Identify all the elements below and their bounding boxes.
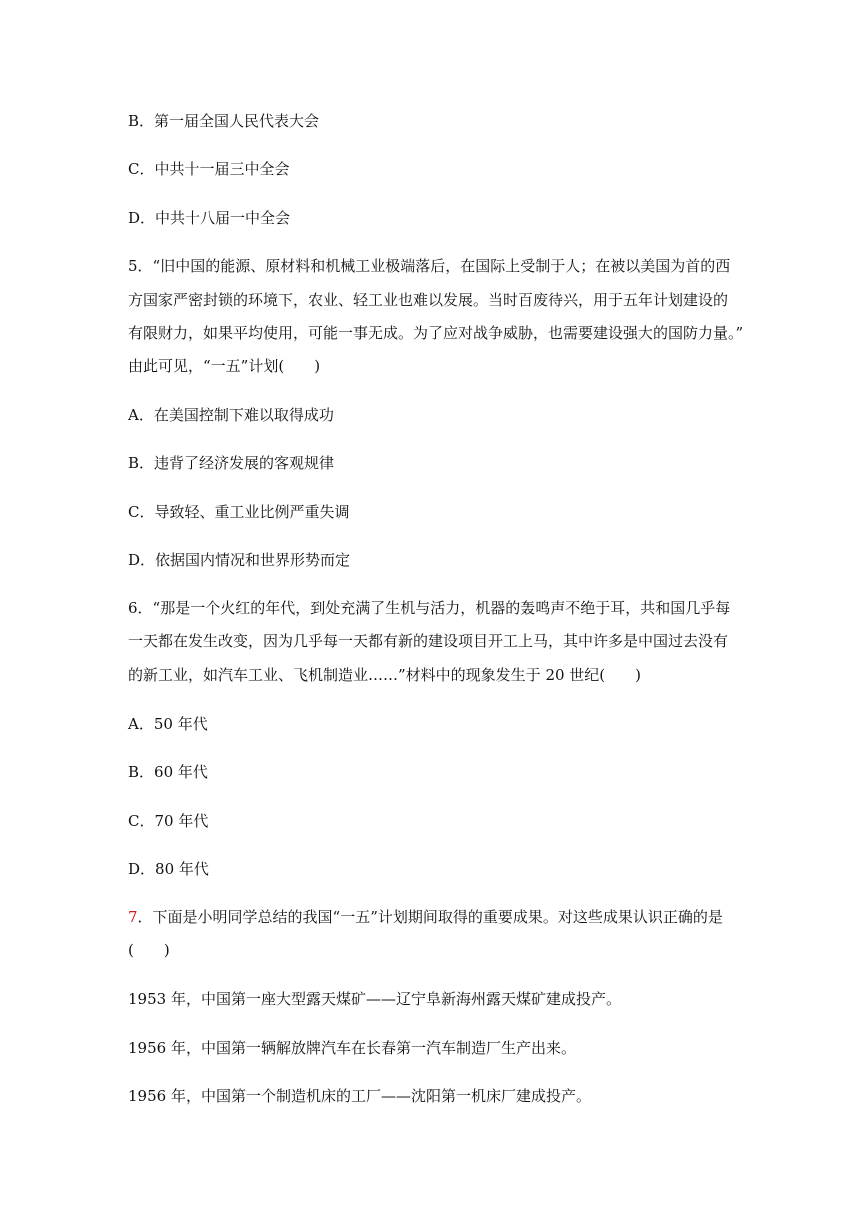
q7-stem-text: ．下面是小明同学总结的我国“一五”计划期间取得的重要成果。对这些成果认识正确的是: [137, 908, 723, 926]
q7-fact-3: 1956 年，中国第一个制造机床的工厂——沈阳第一机床厂建成投产。: [128, 1087, 591, 1105]
q6-option-b: B．60 年代: [128, 763, 208, 781]
q6-option-d: D．80 年代: [128, 860, 209, 878]
q6-option-a: A．50 年代: [128, 715, 208, 733]
q7-fact-2: 1956 年，中国第一辆解放牌汽车在长春第一汽车制造厂生产出来。: [128, 1039, 576, 1057]
q5-stem-line-3: 有限财力，如果平均使用，可能一事无成。为了应对战争威胁，也需要建设强大的国防力量。”: [128, 324, 744, 342]
q7-number: 7: [128, 908, 138, 926]
q6-stem-line-2: 一天都在发生改变，因为几乎每一天都有新的建设项目开工上马，其中许多是中国过去没有: [128, 632, 729, 650]
q5-stem-line-4: 由此可见，“一五”计划( ): [128, 357, 321, 375]
q4-option-d: D．中共十八届一中全会: [128, 209, 291, 227]
q4-option-b: B．第一届全国人民代表大会: [128, 112, 320, 130]
q5-option-b: B．违背了经济发展的客观规律: [128, 454, 335, 472]
q5-option-d: D．依据国内情况和世界形势而定: [128, 551, 351, 569]
q5-option-a: A．在美国控制下难以取得成功: [128, 406, 334, 424]
q7-stem-line-2: ( ): [128, 941, 170, 959]
q7-stem-line-1: [128, 907, 738, 927]
q5-stem-line-2: 方国家严密封锁的环境下，农业、轻工业也难以发展。当时百废待兴，用于五年计划建设的: [128, 291, 729, 309]
q6-stem-line-1: 6．“那是一个火红的年代，到处充满了生机与活力，机器的轰鸣声不绝于耳，共和国几乎每: [128, 599, 731, 617]
q6-option-c: C．70 年代: [128, 812, 209, 830]
q5-stem-line-1: 5．“旧中国的能源、原材料和机械工业极端落后，在国际上受制于人；在被以美国为首的西: [128, 257, 731, 275]
q6-stem-line-3: 的新工业，如汽车工业、飞机制造业……”材料中的现象发生于 20 世纪( ): [128, 666, 641, 684]
q4-option-c: C．中共十一届三中全会: [128, 160, 290, 178]
q5-option-c: C．导致轻、重工业比例严重失调: [128, 503, 350, 521]
q7-fact-1: 1953 年，中国第一座大型露天煤矿——辽宁阜新海州露天煤矿建成投产。: [128, 990, 621, 1008]
